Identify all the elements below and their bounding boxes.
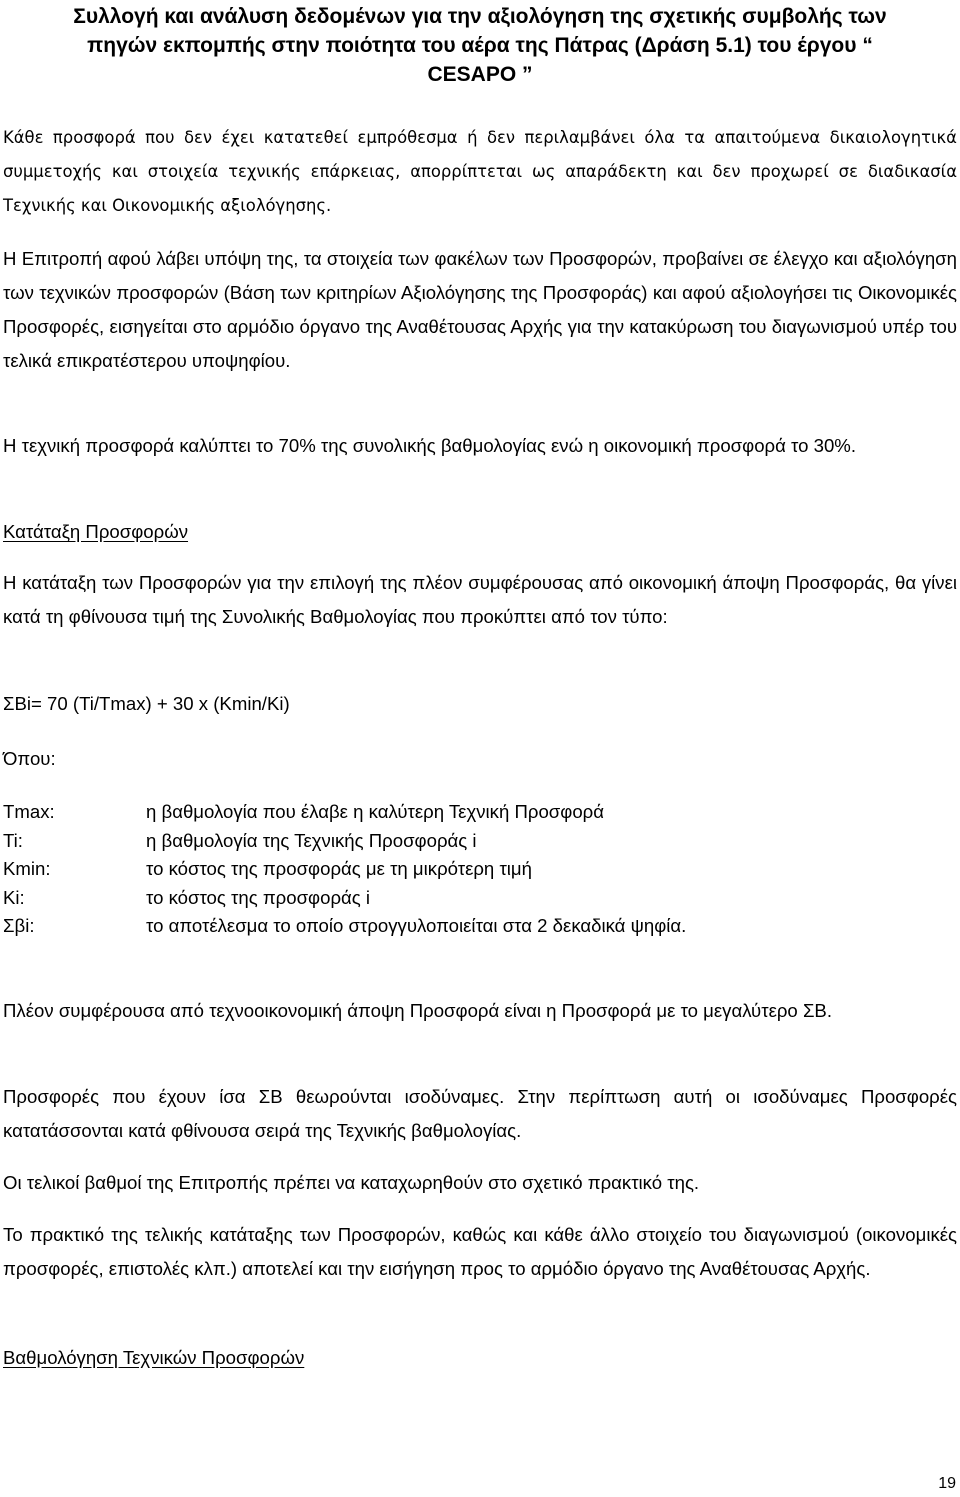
section-heading-technical-scoring: Βαθμολόγηση Τεχνικών Προσφορών bbox=[3, 1347, 305, 1368]
definition-term: Ki: bbox=[3, 887, 25, 908]
where-label: Όπου: bbox=[3, 748, 56, 769]
definition-term: Ti: bbox=[3, 830, 23, 851]
paragraph-best-offer: Πλέον συμφέρουσα από τεχνοοικονομική άποψη Προσφορά είναι η Προσφορά με το μεγαλύτερο ΣΒ. bbox=[3, 1000, 833, 1021]
definition-description: το κόστος της προσφοράς i bbox=[146, 887, 371, 908]
page-number: 19 bbox=[938, 1475, 956, 1492]
section-heading-ranking: Κατάταξη Προσφορών bbox=[3, 521, 189, 542]
definition-term: Σβi: bbox=[3, 915, 35, 936]
paragraph-equal-scores: Προσφορές που έχουν ίσα ΣΒ θεωρούνται ισοδύναμες. Στην περίπτωση αυτή οι ισοδύναμες Προσφορές κατατάσσονται κατά φθίνουσα σειρά της Τεχνικής βαθμολογίας. bbox=[3, 1086, 957, 1141]
definition-term: Kmin: bbox=[3, 858, 51, 879]
paragraph-final-ranking-record: Το πρακτικό της τελικής κατάταξης των Προσφορών, καθώς και κάθε άλλο στοιχείο του διαγωνισμού (οικονομικές προσφορές, επιστολές κλπ.) αποτελεί και την εισήγηση προς το αρμόδιο όργανο της Αναθέτουσας Αρχής. bbox=[3, 1224, 957, 1279]
paragraph-rejection: Κάθε προσφορά που δεν έχει κατατεθεί εμπρόθεσμα ή δεν περιλαμβάνει όλα τα απαιτούμενα δικαιολογητικά συμμετοχής και στοιχεία τεχνικής επάρκειας, απορρίπτεται ως απαράδεκτη και δεν προχωρεί σε διαδικασία Τεχνικής και Οικονομικής αξιολόγησης. bbox=[3, 128, 957, 215]
definition-description: το αποτέλεσμα το οποίο στρογγυλοποιείται στα 2 δεκαδικά ψηφία. bbox=[146, 915, 687, 936]
header-line-3: CESAPO ” bbox=[427, 63, 533, 86]
definition-term: Tmax: bbox=[3, 801, 55, 822]
scoring-formula: ΣΒi= 70 (Ti/Tmax) + 30 x (Kmin/Ki) bbox=[3, 693, 290, 714]
definition-description: η βαθμολογία της Τεχνικής Προσφοράς i bbox=[146, 830, 477, 851]
paragraph-weighting: Η τεχνική προσφορά καλύπτει το 70% της συνολικής βαθμολογίας ενώ η οικονομική προσφορά το 30%. bbox=[3, 435, 857, 456]
header-line-1: Συλλογή και ανάλυση δεδομένων για την αξιολόγηση της σχετικής συμβολής των bbox=[73, 5, 887, 28]
header-line-2: πηγών εκπομπής στην ποιότητα του αέρα της Πάτρας (Δράση 5.1) του έργου “ bbox=[87, 34, 873, 57]
paragraph-committee-evaluation: Η Επιτροπή αφού λάβει υπόψη της, τα στοιχεία των φακέλων των Προσφορών, προβαίνει σε έλεγχο και αξιολόγηση των τεχνικών προσφορών (Βάση των κριτηρίων Αξιολόγησης της Προσφοράς) και αφού αξιολογήσει τις Οικονομικές Προσφορές, εισηγείται στο αρμόδιο όργανο της Αναθέτουσας Αρχής για την κατακύρωση του διαγωνισμού υπέρ του τελικά επικρατέστερου υποψηφίου. bbox=[3, 248, 957, 371]
paragraph-ranking: Η κατάταξη των Προσφορών για την επιλογή της πλέον συμφέρουσας από οικονομική άποψη Προσφοράς, θα γίνει κατά τη φθίνουσα τιμή της Συνολικής Βαθμολογίας που προκύπτει από τον τύπο: bbox=[3, 572, 957, 627]
paragraph-final-scores: Οι τελικοί βαθμοί της Επιτροπής πρέπει να καταχωρηθούν στο σχετικό πρακτικό της. bbox=[3, 1172, 700, 1193]
definition-description: το κόστος της προσφοράς με τη μικρότερη τιμή bbox=[146, 858, 532, 879]
definition-description: η βαθμολογία που έλαβε η καλύτερη Τεχνική Προσφορά bbox=[146, 801, 605, 822]
document-header bbox=[0, 2, 960, 89]
